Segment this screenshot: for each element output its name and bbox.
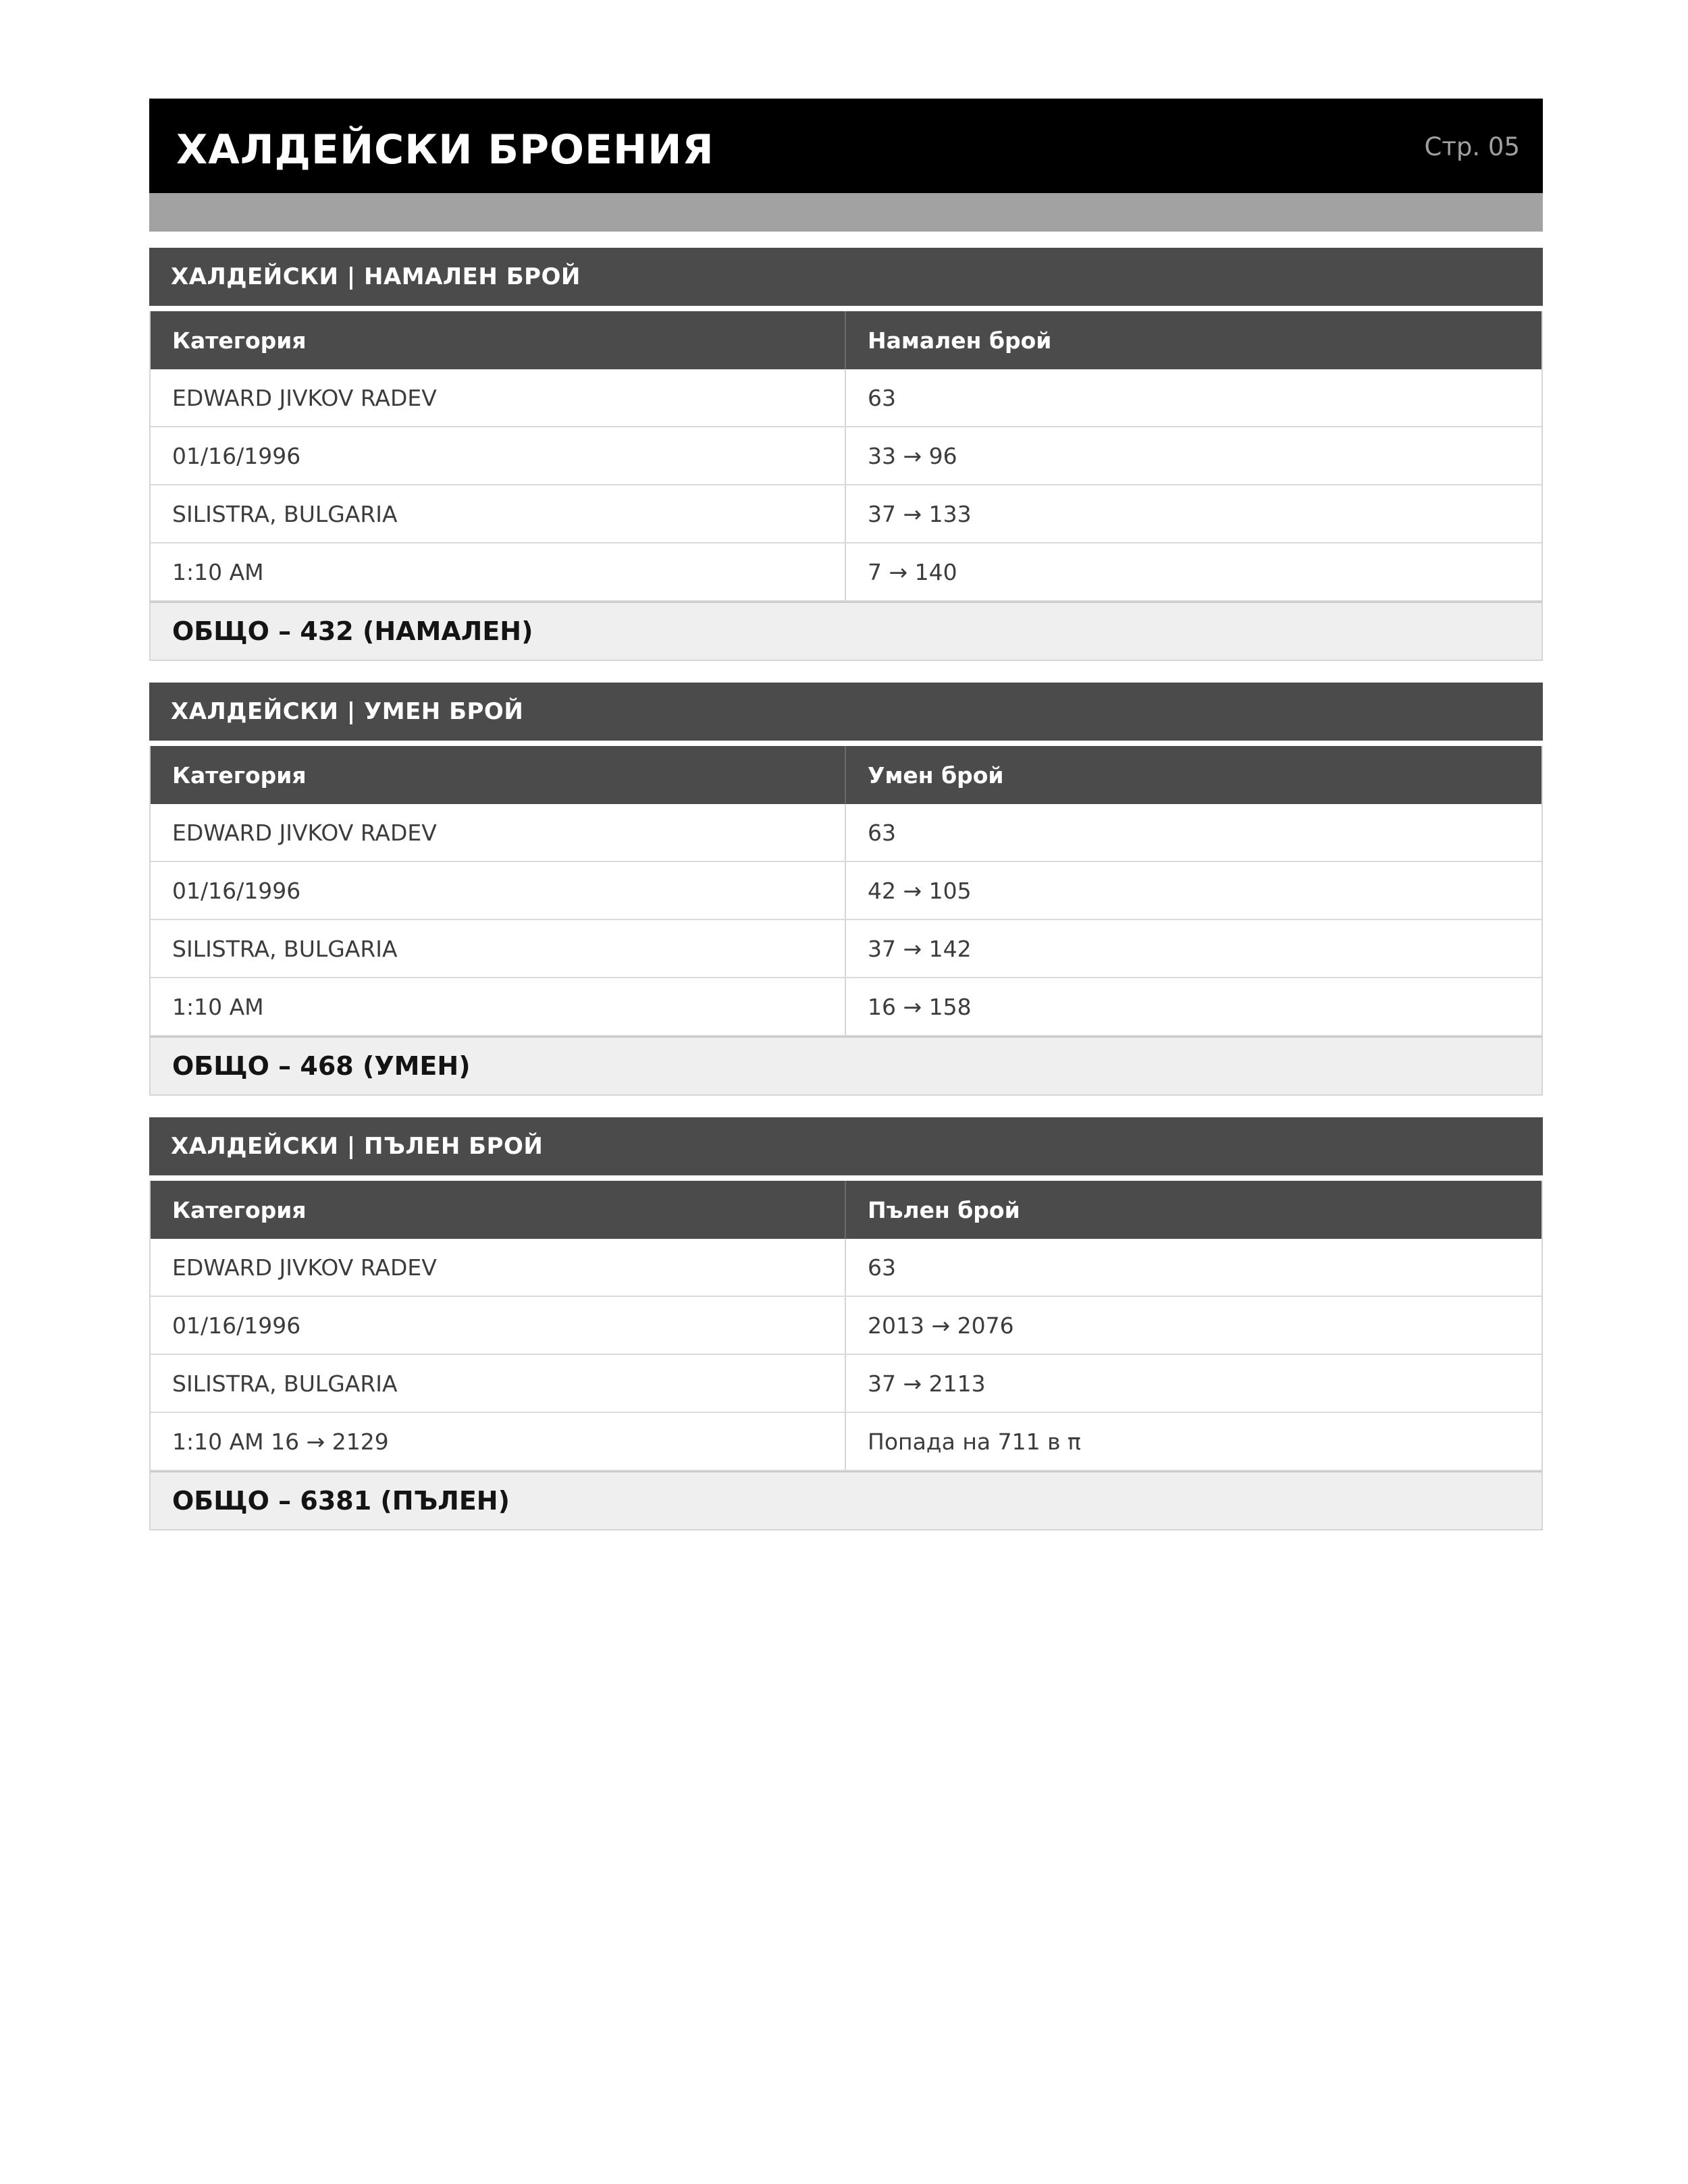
table-cell-category: SILISTRA, BULGARIA [151, 485, 846, 542]
table-row [151, 1239, 1541, 1297]
section-reduced-count [149, 248, 1543, 661]
section-total: ОБЩО – 6381 (ПЪЛЕН) [149, 1471, 1543, 1530]
section-title: ХАЛДЕЙСКИ | НАМАЛЕН БРОЙ [149, 248, 1543, 306]
table-cell-category: EDWARD JIVKOV RADEV [151, 1239, 846, 1296]
table-cell-value: 16 → 158 [868, 993, 972, 1020]
section-total: ОБЩО – 468 (УМЕН) [149, 1036, 1543, 1096]
column-header-value: Умен брой [868, 762, 1004, 789]
table-cell-value: 37 → 2113 [868, 1370, 986, 1397]
column-header-category: Категория [151, 1181, 846, 1239]
table-header-row [151, 746, 1541, 804]
table-header-row [151, 1181, 1541, 1239]
table-cell-value: Попада на 711 в π [868, 1428, 1081, 1455]
table-cell-category: 01/16/1996 [151, 862, 846, 919]
table-row [151, 369, 1541, 427]
table-cell-value: 63 [868, 819, 896, 846]
page-number: Стр. 05 [1424, 132, 1520, 161]
table-row [151, 543, 1541, 602]
table-row [151, 862, 1541, 920]
table-cell-value: 37 → 142 [868, 935, 972, 962]
table-cell-category: EDWARD JIVKOV RADEV [151, 804, 846, 861]
table-cell-value: 33 → 96 [868, 442, 957, 469]
section-smart-count [149, 683, 1543, 1096]
data-table [149, 746, 1543, 1036]
page-header [149, 99, 1543, 193]
table-cell-value: 7 → 140 [868, 558, 957, 585]
table-cell-value: 63 [868, 1254, 896, 1281]
table-cell-value: 42 → 105 [868, 877, 972, 904]
table-row [151, 978, 1541, 1036]
table-row [151, 1355, 1541, 1413]
table-row [151, 427, 1541, 485]
column-header-category: Категория [151, 746, 846, 804]
table-cell-category: 01/16/1996 [151, 1297, 846, 1354]
table-cell-category: 1:10 AM [151, 543, 846, 600]
table-row [151, 1297, 1541, 1355]
table-row [151, 1413, 1541, 1471]
document-page [149, 99, 1543, 1530]
table-cell-category: 01/16/1996 [151, 427, 846, 484]
column-header-value: Намален брой [868, 327, 1052, 354]
table-cell-category: 1:10 AM 16 → 2129 [151, 1413, 846, 1470]
table-cell-category: SILISTRA, BULGARIA [151, 1355, 846, 1412]
table-cell-value: 37 → 133 [868, 500, 972, 527]
section-total: ОБЩО – 432 (НАМАЛЕН) [149, 602, 1543, 661]
column-header-value: Пълен брой [868, 1196, 1020, 1223]
table-cell-category: EDWARD JIVKOV RADEV [151, 369, 846, 426]
table-cell-category: 1:10 AM [151, 978, 846, 1035]
data-table [149, 1181, 1543, 1471]
data-table [149, 311, 1543, 602]
section-title: ХАЛДЕЙСКИ | ПЪЛЕН БРОЙ [149, 1117, 1543, 1175]
section-full-count [149, 1117, 1543, 1530]
header-stripe [149, 193, 1543, 232]
table-header-row [151, 311, 1541, 369]
column-header-category: Категория [151, 311, 846, 369]
table-row [151, 485, 1541, 543]
table-cell-value: 2013 → 2076 [868, 1312, 1014, 1339]
section-title: ХАЛДЕЙСКИ | УМЕН БРОЙ [149, 683, 1543, 741]
table-row [151, 920, 1541, 978]
page-title: ХАЛДЕЙСКИ БРОЕНИЯ [176, 126, 714, 174]
table-row [151, 804, 1541, 862]
table-cell-value: 63 [868, 384, 896, 411]
table-cell-category: SILISTRA, BULGARIA [151, 920, 846, 977]
